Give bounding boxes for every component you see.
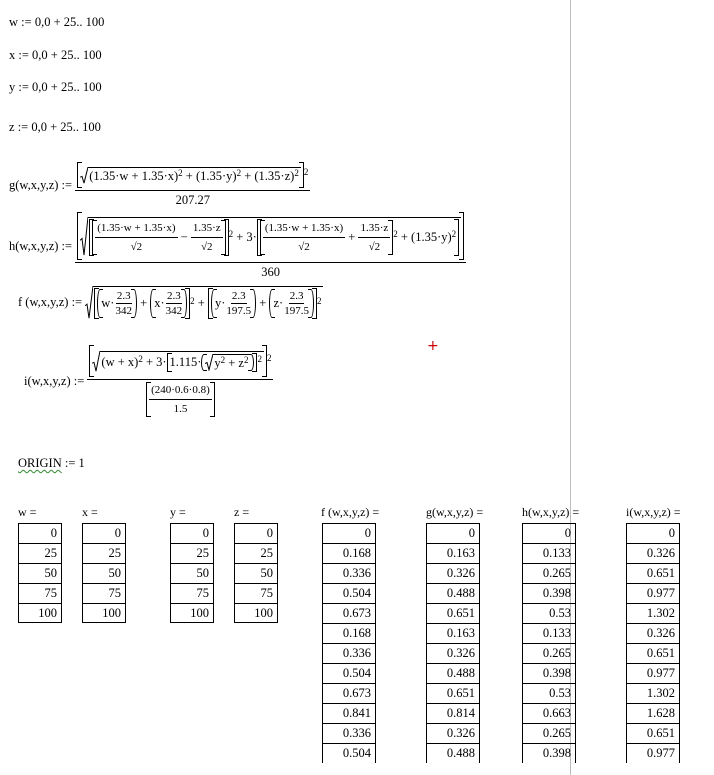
table-cell: 0.163 [427, 543, 479, 563]
table-cell: 0 [627, 523, 679, 543]
table-label-i: i(w,x,y,z) = [626, 505, 681, 519]
table-cell: 25 [235, 543, 277, 563]
table-cell: 0.265 [523, 643, 575, 663]
table-cell: 0 [523, 523, 575, 543]
table-cell: 0.326 [427, 643, 479, 663]
table-cell: 0.265 [523, 563, 575, 583]
table-cell: 25 [171, 543, 213, 563]
result-table-f[interactable] [322, 523, 376, 763]
function-i-lhs: i(w,x,y,z) [24, 373, 71, 388]
table-cell: 0.663 [523, 703, 575, 723]
table-cell: 50 [235, 563, 277, 583]
table-cell: 0 [323, 523, 375, 543]
table-cell: 25 [83, 543, 125, 563]
table-cell: 0.841 [323, 703, 375, 723]
table-cell: 50 [19, 563, 61, 583]
table-cell: 1.302 [627, 603, 679, 623]
table-cell: 0.326 [427, 723, 479, 743]
function-h-body: $\frac{(1.35\cdot w + 1.35\cdot x)}{√2}$ − $\frac{1.35\cdot z}{√2}$ $^2$ + 3· $\frac{(1.35\cdot w + 1.35\cdot x)}{√2}$ + $\frac{1.35\cdot z}{√2}$ $^2$ + (1.35·y) $^2$ 360 [75, 212, 466, 280]
table-cell: 0.977 [627, 743, 679, 763]
table-cell: 0.168 [323, 623, 375, 643]
table-cell: 0 [171, 523, 213, 543]
crosshair-cursor-icon: + [427, 338, 439, 354]
table-cell: 0.326 [627, 623, 679, 643]
result-table-i[interactable] [626, 523, 680, 763]
table-cell: 50 [171, 563, 213, 583]
range-def-z[interactable]: z := 0,0 + 25.. 100 [9, 120, 101, 134]
table-cell: 0.336 [323, 723, 375, 743]
table-cell: 0.336 [323, 563, 375, 583]
table-label-g: g(w,x,y,z) = [426, 505, 484, 519]
table-label-f: f (w,x,y,z) = [321, 505, 380, 519]
table-cell: 0.814 [427, 703, 479, 723]
result-table-h[interactable] [522, 523, 576, 763]
table-cell: 100 [83, 603, 125, 623]
table-cell: 0.326 [627, 543, 679, 563]
result-table-y[interactable] [170, 523, 214, 623]
table-cell: 0.326 [427, 563, 479, 583]
table-cell: 0.398 [523, 663, 575, 683]
table-cell: 75 [19, 583, 61, 603]
table-cell: 0.488 [427, 663, 479, 683]
table-cell: 0.651 [627, 723, 679, 743]
table-cell: 100 [171, 603, 213, 623]
function-i-body: (w + x) $^2$ + 3· 1.115· y $^2$ + z $^2$ $^2$ $^2$ $\frac{(240\cdot 0.6\cdot 0.8)}{1.5}$ [87, 345, 273, 417]
result-table-x[interactable] [82, 523, 126, 623]
table-cell: 0 [19, 523, 61, 543]
table-cell: 0.977 [627, 583, 679, 603]
table-cell: 0.673 [323, 603, 375, 623]
table-cell: 75 [83, 583, 125, 603]
table-label-x: x = [82, 505, 98, 519]
table-cell: 0.651 [427, 683, 479, 703]
result-table-z[interactable] [234, 523, 278, 623]
function-h-lhs: h(w,x,y,z) [9, 238, 59, 253]
function-f-lhs: f (w,x,y,z) [18, 295, 69, 309]
range-def-w[interactable]: w := 0,0 + 25.. 100 [9, 15, 105, 29]
table-cell: 75 [235, 583, 277, 603]
table-cell: 1.302 [627, 683, 679, 703]
table-label-y: y = [170, 505, 186, 519]
table-cell: 0.265 [523, 723, 575, 743]
table-cell: 0.53 [523, 603, 575, 623]
table-cell: 0.504 [323, 583, 375, 603]
range-def-y[interactable]: y := 0,0 + 25.. 100 [9, 80, 102, 94]
table-cell: 0.977 [627, 663, 679, 683]
table-cell: 0 [427, 523, 479, 543]
result-table-g[interactable] [426, 523, 480, 763]
table-cell: 0.133 [523, 543, 575, 563]
table-cell: 0.504 [323, 743, 375, 763]
table-cell: 50 [83, 563, 125, 583]
function-g-lhs: g(w,x,y,z) [9, 177, 59, 192]
table-cell: 0.53 [523, 683, 575, 703]
table-cell: 100 [235, 603, 277, 623]
function-g-body: (1.35·w + 1.35·x) $^2$ + (1.35·y) $^2$ + (1.35·z) $^2$ $^2$ 207.27 [75, 162, 310, 208]
table-cell: 0.488 [427, 583, 479, 603]
table-label-z: z = [234, 505, 250, 519]
function-def-g[interactable] [9, 162, 310, 208]
function-f-body: w· $\frac{2.3}{342}$ + x· $\frac{2.3}{342}$ $^2$ + y· $\frac{2.3}{197.5}$ + z· $\frac{2.3}{197.5}$ $^2$ [85, 286, 323, 319]
table-cell: 0.163 [427, 623, 479, 643]
table-cell: 0.398 [523, 583, 575, 603]
table-cell: 0 [235, 523, 277, 543]
table-cell: 0.651 [627, 643, 679, 663]
table-cell: 0.673 [323, 683, 375, 703]
function-def-f[interactable]: f (w,x,y,z) := w· $\frac{2.3}{342}$ + x· $\frac{2.3}{342}$ $^2$ + y· $\frac{2.3}{197.5}$ + z· $\frac{2.3}{197.5}$ $^2$ [18, 286, 323, 319]
function-def-i[interactable]: i(w,x,y,z) := (w + x) $^2$ + 3· 1.115· y $^2$ + z $^2$ $^2$ $^2$ $\frac{(240\cdot 0.6\cdot 0.8)}{1.5}$ [24, 345, 273, 417]
table-cell: 1.628 [627, 703, 679, 723]
assign-operator: := [61, 177, 73, 192]
table-cell: 0.336 [323, 643, 375, 663]
table-cell: 0.398 [523, 743, 575, 763]
table-cell: 0.504 [323, 663, 375, 683]
table-cell: 0 [83, 523, 125, 543]
result-table-w[interactable] [18, 523, 62, 623]
table-label-h: h(w,x,y,z) = [522, 505, 580, 519]
range-def-x[interactable]: x := 0,0 + 25.. 100 [9, 48, 102, 62]
table-cell: 100 [19, 603, 61, 623]
table-cell: 0.133 [523, 623, 575, 643]
table-cell: 0.488 [427, 743, 479, 763]
table-cell: 75 [171, 583, 213, 603]
table-cell: 0.168 [323, 543, 375, 563]
table-cell: 25 [19, 543, 61, 563]
table-cell: 0.651 [427, 603, 479, 623]
table-label-w: w = [18, 505, 37, 519]
table-cell: 0.651 [627, 563, 679, 583]
function-def-h[interactable]: h(w,x,y,z) := $\frac{(1.35\cdot w + 1.35\cdot x)}{√2}$ − $\frac{1.35\cdot z}{√2}$ $^2$ + 3· $\frac{(1.35\cdot w + 1.35\cdot x)}{√2}$ + $\frac{1.35\cdot z}{√2}$ $^2$ + (1.35·y) $^2$ 360 [9, 212, 466, 280]
origin-def[interactable]: ORIGIN := 1 [18, 456, 85, 470]
